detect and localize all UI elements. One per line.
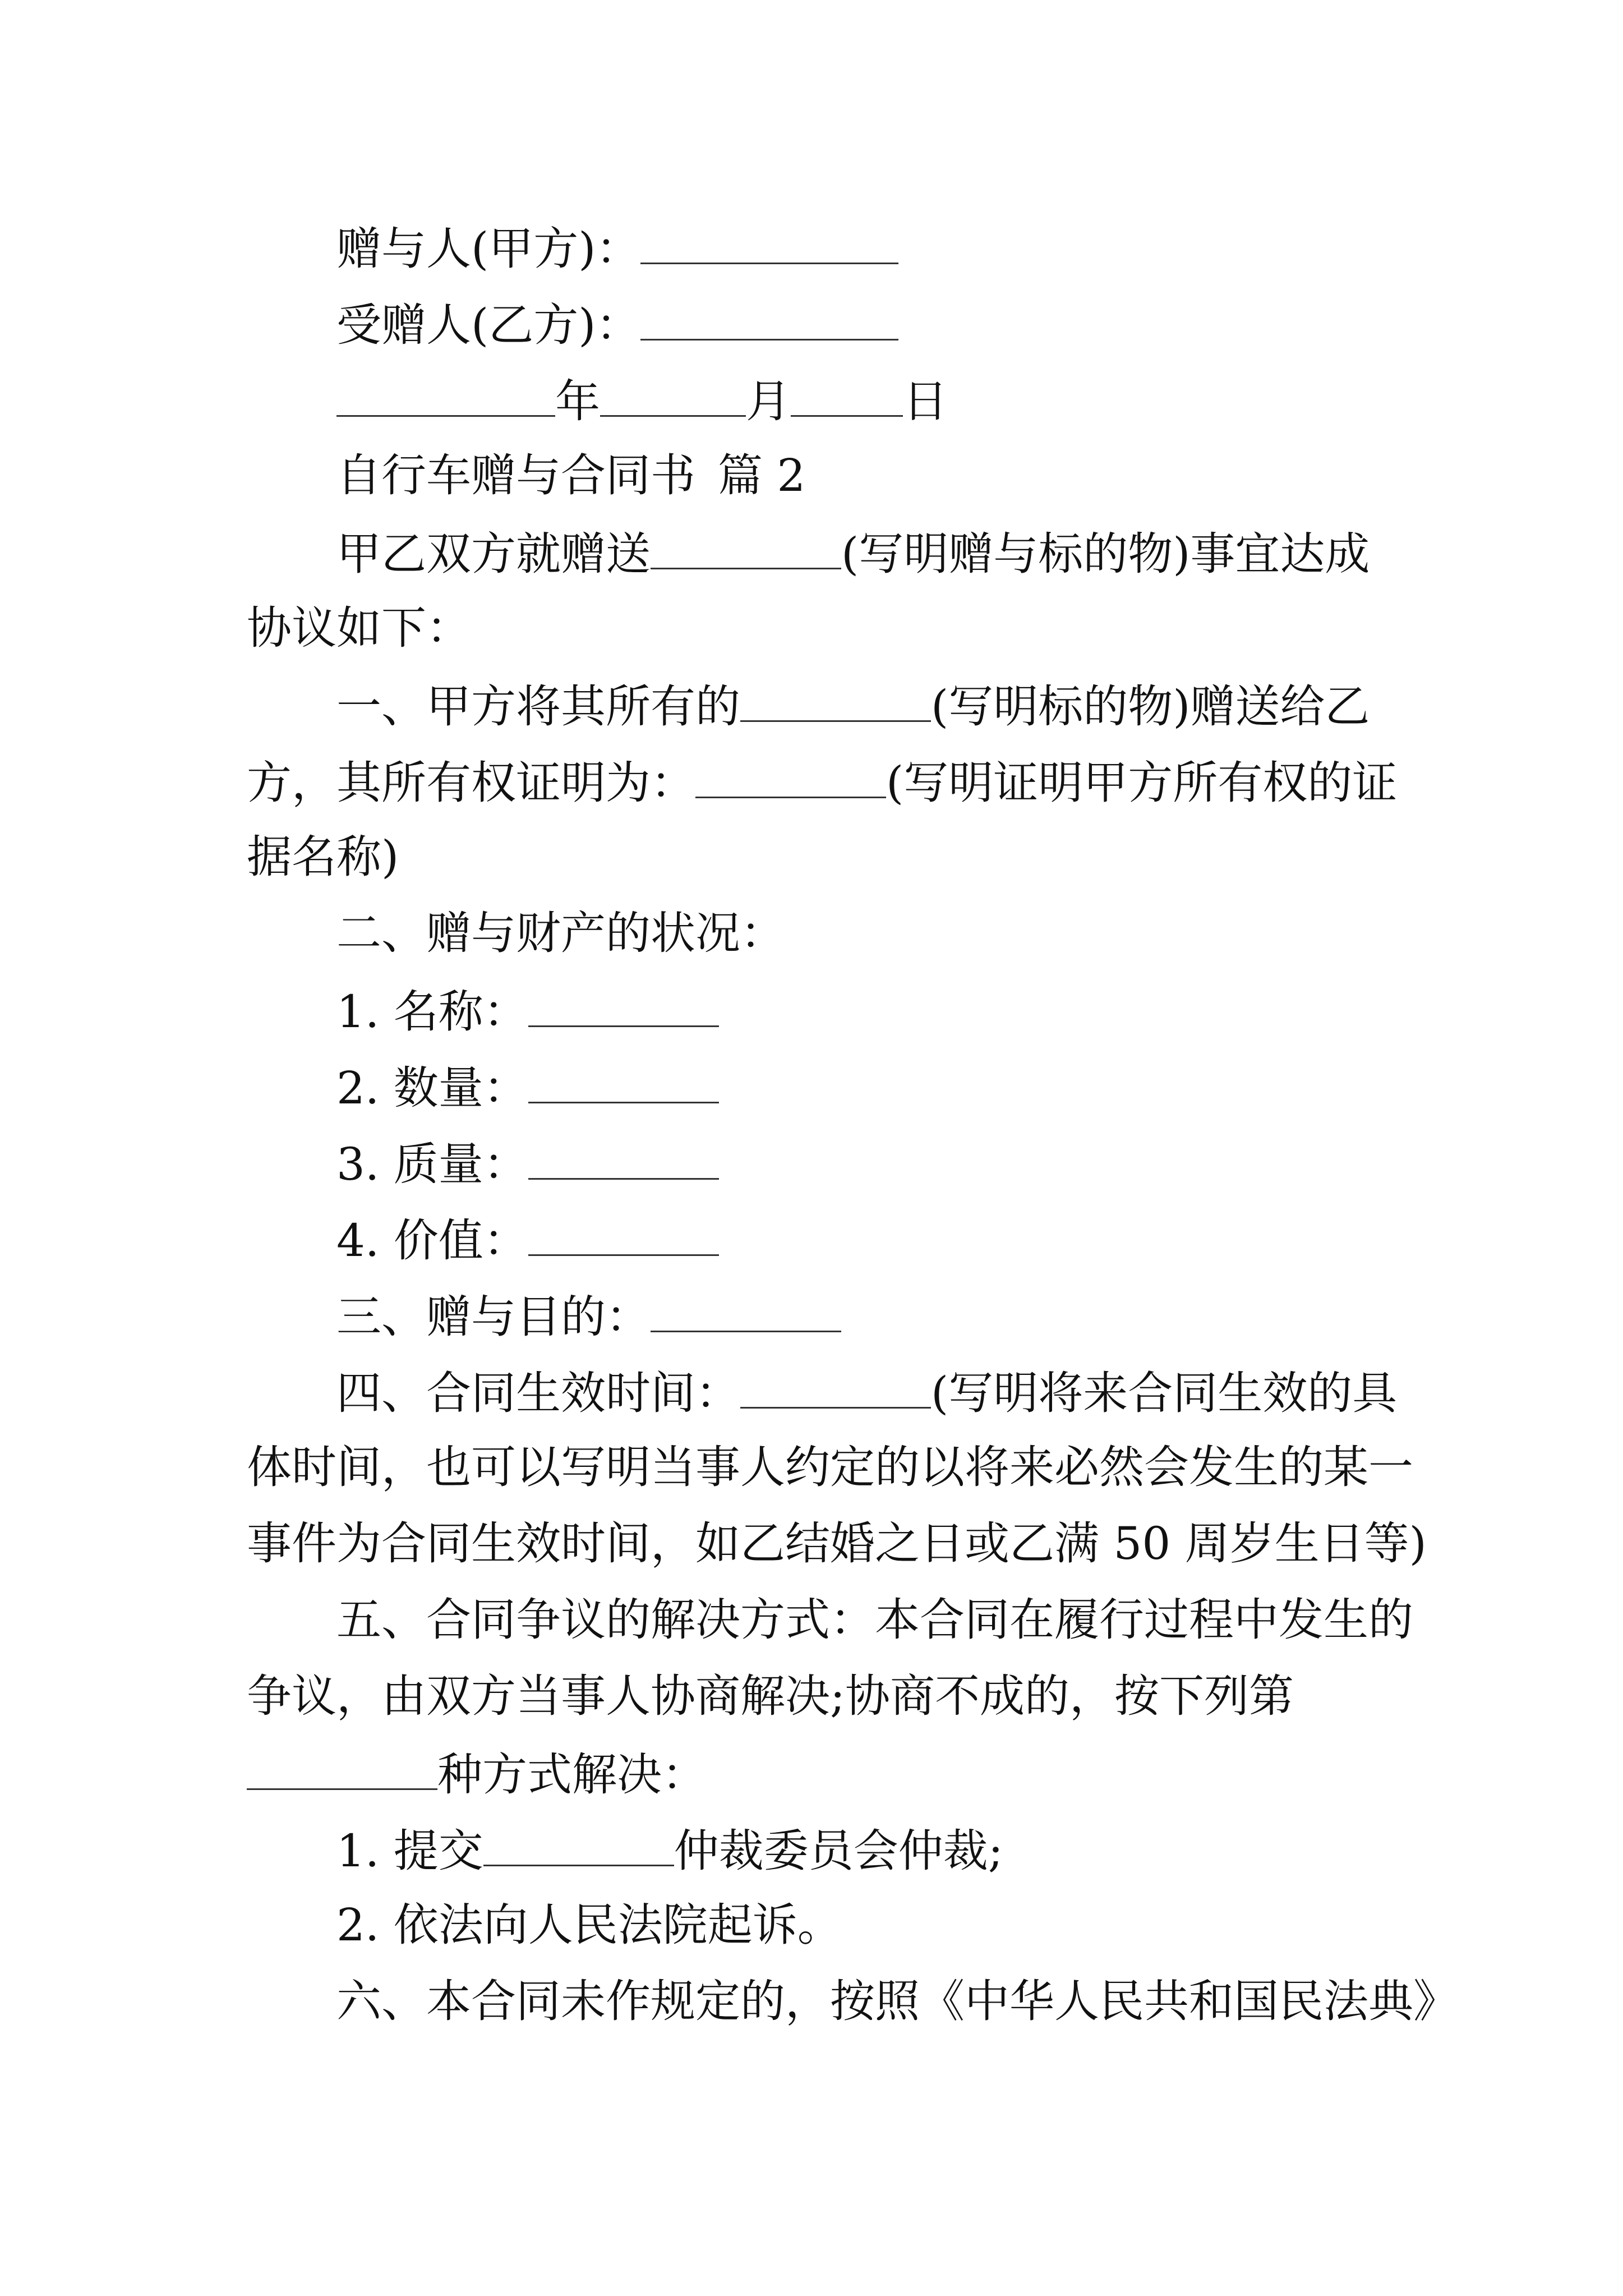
item-name-line bbox=[336, 982, 719, 1038]
date-line bbox=[336, 371, 948, 427]
clause-2-text: 二、赠与财产的状况： bbox=[336, 907, 785, 959]
method-1-line bbox=[336, 1821, 1003, 1877]
clause-1-text-b: (写明标的物)赠送给乙 bbox=[931, 680, 1370, 733]
intro-text-b: (写明赠与标的物)事宜达成 bbox=[841, 528, 1370, 580]
year-blank[interactable] bbox=[336, 371, 555, 417]
arbitration-committee-blank[interactable] bbox=[483, 1821, 674, 1866]
item-quantity-blank[interactable] bbox=[528, 1058, 719, 1103]
donor-line bbox=[336, 219, 898, 275]
item-quality-line bbox=[336, 1134, 719, 1190]
paragraph-intro-line-2 bbox=[247, 600, 471, 656]
item-quality-blank[interactable] bbox=[528, 1134, 719, 1180]
clause-1-line-2 bbox=[247, 753, 1397, 809]
clause-6-text: 六、本合同未作规定的，按照《中华人民共和国民法典》 bbox=[336, 1975, 1458, 2027]
item-value-blank[interactable] bbox=[528, 1211, 719, 1256]
clause-4-line-3 bbox=[247, 1516, 1427, 1572]
clause-1-text-e: 据名称) bbox=[247, 831, 399, 883]
clause-4-line-1 bbox=[336, 1363, 1397, 1419]
item-name-blank[interactable] bbox=[528, 982, 719, 1027]
clause-5-text-a: 五、合同争议的解决方式：本合同在履行过程中发生的 bbox=[336, 1594, 1413, 1646]
clause-5-line-3 bbox=[247, 1745, 707, 1801]
month-blank[interactable] bbox=[600, 371, 746, 417]
intro-text-c: 协议如下： bbox=[247, 602, 471, 654]
clause-1-text-d: (写明证明甲方所有权的证 bbox=[886, 757, 1398, 809]
item-value-line bbox=[336, 1211, 719, 1267]
day-label: 日 bbox=[903, 375, 948, 427]
clause-5-text-b: 争议，由双方当事人协商解决;协商不成的，按下列第 bbox=[247, 1670, 1294, 1722]
month-label: 月 bbox=[746, 375, 791, 427]
clause-5-line-2 bbox=[247, 1668, 1294, 1724]
section-heading bbox=[336, 448, 805, 504]
heading-suffix: 篇 2 bbox=[718, 449, 806, 501]
method-1-text-a: 1. 提交 bbox=[336, 1825, 483, 1877]
object-blank[interactable] bbox=[740, 677, 931, 722]
method-2-text: 2. 依法向人民法院起诉。 bbox=[336, 1899, 842, 1951]
item-name-label: 1. 名称： bbox=[336, 986, 528, 1038]
day-blank[interactable] bbox=[791, 371, 903, 417]
clause-6-line-1 bbox=[336, 1973, 1458, 2030]
clause-2-title bbox=[336, 905, 785, 961]
clause-1-line-3 bbox=[247, 829, 399, 885]
donee-line bbox=[336, 295, 898, 351]
heading-title: 自行车赠与合同书 bbox=[336, 449, 695, 501]
method-1-text-b: 仲裁委员会仲裁; bbox=[674, 1825, 1003, 1877]
donee-label: 受赠人(乙方)： bbox=[336, 299, 641, 351]
clause-4-text-c: 体时间，也可以写明当事人约定的以将来必然会发生的某一 bbox=[247, 1441, 1413, 1493]
method-2-line bbox=[336, 1897, 842, 1953]
clause-1-line-1 bbox=[336, 677, 1370, 733]
purpose-blank[interactable] bbox=[651, 1287, 841, 1332]
clause-5-text-c: 种方式解决： bbox=[437, 1749, 707, 1801]
item-quality-label: 3. 质量： bbox=[336, 1138, 528, 1190]
donor-label: 赠与人(甲方)： bbox=[336, 223, 641, 275]
item-value-label: 4. 价值： bbox=[336, 1214, 528, 1267]
gift-object-blank[interactable] bbox=[651, 524, 841, 569]
clause-1-text-c: 方，其所有权证明为： bbox=[247, 757, 695, 809]
clause-5-line-1 bbox=[336, 1592, 1413, 1648]
intro-text-a: 甲乙双方就赠送 bbox=[336, 528, 651, 580]
clause-4-text-d: 事件为合同生效时间，如乙结婚之日或乙满 50 周岁生日等) bbox=[247, 1517, 1427, 1570]
clause-3-text: 三、赠与目的： bbox=[336, 1291, 651, 1343]
clause-4-text-a: 四、合同生效时间： bbox=[336, 1367, 740, 1419]
dispute-method-blank[interactable] bbox=[247, 1745, 437, 1790]
donor-blank[interactable] bbox=[640, 219, 898, 264]
clause-4-line-2 bbox=[247, 1439, 1413, 1496]
ownership-proof-blank[interactable] bbox=[695, 753, 886, 798]
clause-1-text-a: 一、甲方将其所有的 bbox=[336, 680, 740, 733]
year-label: 年 bbox=[555, 375, 600, 427]
effective-time-blank[interactable] bbox=[740, 1363, 931, 1409]
paragraph-intro-line-1 bbox=[336, 524, 1370, 580]
clause-4-text-b: (写明将来合同生效的具 bbox=[931, 1367, 1398, 1419]
donee-blank[interactable] bbox=[640, 295, 898, 341]
item-quantity-label: 2. 数量： bbox=[336, 1062, 528, 1114]
clause-3-line bbox=[336, 1287, 841, 1343]
item-quantity-line bbox=[336, 1058, 719, 1114]
